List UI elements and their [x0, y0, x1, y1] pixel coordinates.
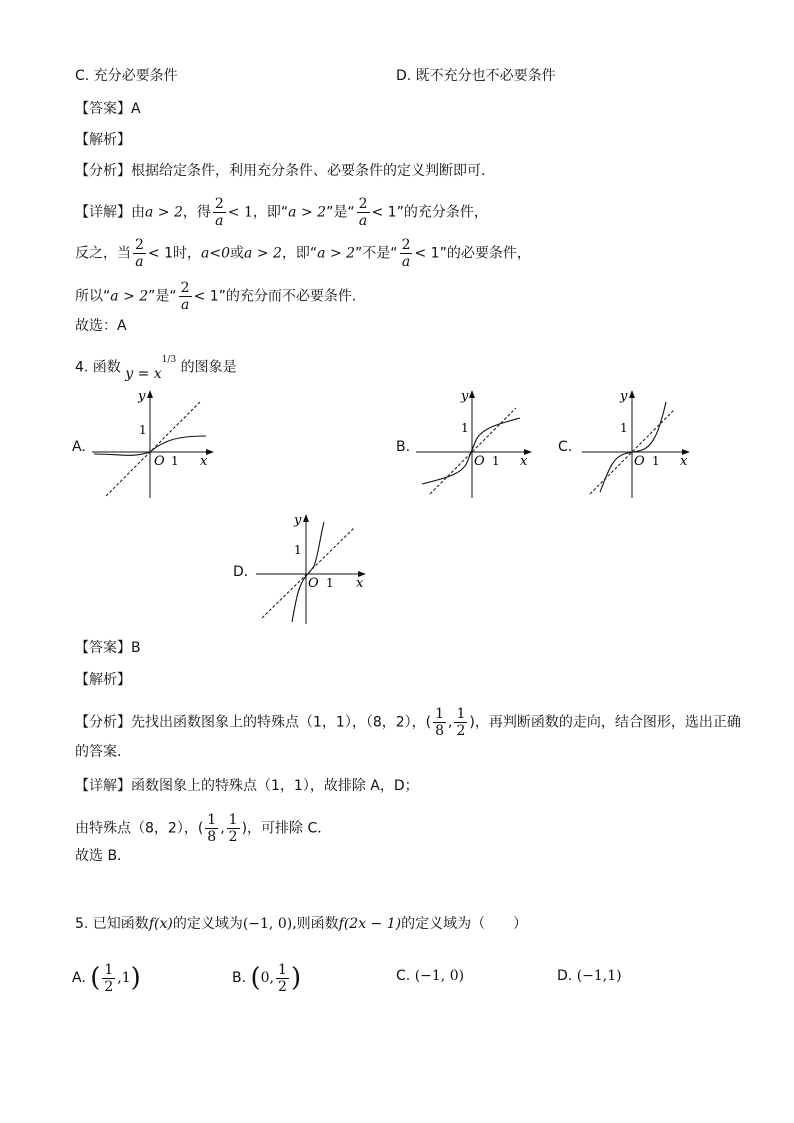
y-axis-arrow [469, 390, 475, 398]
answer-tag: 【答案】 [75, 101, 131, 117]
math: (−1, 0) [414, 968, 465, 984]
q4-answer-line [75, 638, 141, 658]
left-paren: ( [90, 963, 101, 993]
fenxi-line [75, 161, 485, 181]
fraction [400, 237, 413, 270]
text: ,则函数 [292, 916, 339, 932]
x-tick-1: 1 [492, 454, 500, 468]
y-axis-arrow [629, 390, 635, 398]
origin-label: O [308, 576, 319, 591]
option-label: D. [557, 968, 573, 984]
text: 反之，当 [75, 245, 131, 262]
text: 所以“ [75, 288, 111, 305]
denominator: a [180, 297, 190, 313]
function-curve [422, 418, 520, 484]
graph-b [416, 388, 534, 500]
q5-option-c [396, 966, 464, 986]
answer-value: A [131, 101, 141, 117]
graph-a [92, 388, 216, 500]
math: 0, [260, 970, 275, 986]
function-curve [600, 402, 666, 492]
q4-stem [75, 354, 237, 382]
text: 的定义域为（ ） [401, 916, 528, 932]
y-axis-arrow [303, 514, 309, 522]
fraction [133, 237, 146, 270]
text: ”是“ [148, 288, 177, 305]
text: ，即“ [281, 245, 318, 262]
text: 先找出函数图象上的特殊点（1，1），（8，2），( [131, 714, 432, 731]
fraction [357, 196, 370, 229]
math: < 1 [227, 204, 253, 221]
y-tick-1: 1 [139, 423, 147, 437]
xiangjie-line-2 [75, 237, 531, 270]
option-c: C. 充分必要条件 [75, 68, 178, 84]
math: a > 2 [288, 204, 327, 221]
numerator: 2 [358, 196, 368, 212]
numerator: 2 [180, 280, 190, 296]
denominator: a [401, 254, 411, 270]
numerator: 2 [401, 237, 411, 253]
q4-fenxi-cont: 的答案． [75, 744, 131, 760]
xiangjie-tag: 【详解】 [75, 778, 131, 794]
xiangjie-tag: 【详解】 [75, 204, 131, 221]
left-paren: ( [250, 963, 261, 993]
text: ”是“ [326, 204, 355, 221]
answer-line [75, 99, 141, 119]
xiangjie-line-1 [75, 196, 488, 229]
q4-conclusion: 故选 B． [75, 848, 132, 864]
denominator: a [135, 254, 144, 270]
fraction [276, 962, 289, 995]
numerator: 1 [456, 706, 466, 722]
fraction [227, 812, 240, 845]
y-axis-label: y [138, 389, 146, 404]
math: a > 2 [317, 245, 356, 262]
x-tick-1: 1 [652, 454, 660, 468]
denominator: 2 [456, 723, 466, 739]
numerator: 1 [435, 706, 445, 722]
text: ，即“ [252, 204, 289, 221]
answer-tag: 【答案】 [75, 640, 131, 656]
text: 由 [131, 204, 145, 221]
option-label: B. [232, 970, 247, 986]
fenxi-text: 根据给定条件，利用充分条件、必要条件的定义判断即可. [131, 163, 486, 179]
graph-label-c: C. [558, 439, 573, 455]
numerator: 1 [278, 961, 287, 978]
text: 的定义域为 [172, 916, 243, 932]
option-d: D. 既不充分也不必要条件 [396, 68, 556, 84]
origin-label: O [474, 454, 485, 469]
x-tick-1: 1 [171, 454, 179, 468]
y-axis-label: y [620, 389, 628, 404]
denominator: 8 [207, 829, 217, 845]
text: 或 [230, 245, 244, 262]
reference-line-y-eq-x [430, 408, 516, 494]
denominator: 2 [278, 978, 287, 995]
y-tick-1: 1 [461, 421, 469, 435]
math: f(x) [148, 916, 173, 932]
math: (−1, 0) [242, 916, 293, 932]
x-axis-label: x [680, 454, 688, 469]
y-axis-label: y [461, 389, 469, 404]
graph-label-d: D. [233, 564, 249, 580]
fenxi-tag: 【分析】 [75, 714, 131, 731]
denominator: a [358, 213, 368, 229]
fraction [454, 706, 467, 739]
fenxi-tag: 【分析】 [75, 163, 131, 179]
x-tick-1: 1 [326, 576, 334, 590]
q5-option-a [72, 958, 141, 998]
y-tick-1: 1 [620, 421, 628, 435]
text: < 1”的充分而不必要条件. [193, 288, 357, 305]
graph-d [256, 512, 370, 626]
function-curve [292, 522, 324, 622]
text: 由特殊点（8，2），( [75, 820, 204, 837]
fraction [205, 812, 218, 845]
numerator: 1 [104, 961, 114, 978]
text: 5. 已知函数 [75, 916, 149, 932]
math: a > 2 [110, 288, 149, 305]
math: a > 2 [244, 245, 282, 262]
fraction [102, 962, 115, 995]
numerator: 1 [207, 812, 217, 828]
graph-label-a: A. [72, 439, 86, 455]
q5-option-b [232, 958, 301, 998]
math: ,1 [117, 970, 131, 986]
origin-label: O [154, 454, 165, 469]
graph-label-b: B. [396, 439, 411, 455]
q4-fenxi-line: 【分析】先找出函数图象上的特殊点（1，1），（8，2），( $\frac{1}{8}$ , $\frac{1}{2}$ )，再判断函数的走向，结合图形，选出正确 [75, 706, 741, 739]
q4-xiangjie-line-2: 由特殊点（8，2），( $\frac{1}{8}$ , $\frac{1}{2}$ )，可排除 C． [75, 812, 332, 845]
text: ”不是“ [355, 245, 398, 262]
origin-label: O [634, 454, 645, 469]
xiangjie-line-3 [75, 280, 356, 313]
math: a > 2 [145, 204, 183, 221]
x-axis-label: x [520, 454, 528, 469]
right-paren: ) [130, 963, 141, 993]
numerator: 1 [228, 812, 238, 828]
fraction [179, 280, 192, 313]
math: y = x [125, 365, 162, 382]
text: ，得 [182, 204, 211, 221]
reference-line-y-eq-x [262, 528, 354, 618]
q5-stem [75, 914, 527, 934]
text: < 1”的必要条件， [414, 245, 531, 262]
exponent: 1/3 [161, 355, 177, 365]
answer-value: B [131, 640, 141, 656]
text: 4. 函数 [75, 359, 121, 376]
numerator: 2 [135, 237, 144, 253]
text: 的图象是 [180, 359, 237, 376]
analysis-tag: 【解析】 [75, 132, 131, 148]
option-label: A. [72, 970, 86, 986]
y-axis-label: y [294, 513, 302, 528]
q3-conclusion: 故选：A [75, 318, 127, 334]
x-axis-label: x [356, 576, 364, 591]
x-axis-label: x [200, 454, 208, 469]
denominator: 8 [435, 723, 445, 739]
numerator: 2 [214, 196, 224, 212]
math: a<0 [201, 245, 230, 262]
text: < 1”的充分条件， [371, 204, 488, 221]
math: f(2x − 1) [338, 916, 402, 932]
text: )，再判断函数的走向，结合图形，选出正确 [469, 714, 741, 731]
right-paren: ) [290, 963, 302, 993]
text: )，可排除 C． [241, 820, 332, 837]
text: 函数图象上的特殊点（1，1），故排除 A，D； [131, 778, 419, 794]
y-axis-arrow [147, 390, 153, 398]
y-tick-1: 1 [294, 543, 302, 557]
option-label: C. [396, 968, 411, 984]
graph-c [582, 388, 694, 500]
fraction [433, 706, 446, 739]
text: < 1时， [147, 245, 202, 262]
q5-option-d [557, 966, 622, 986]
denominator: a [215, 213, 224, 229]
q4-analysis-tag: 【解析】 [75, 672, 131, 688]
fraction [213, 196, 226, 229]
denominator: 2 [104, 978, 114, 995]
math: (−1,1) [576, 968, 622, 984]
q4-xiangjie-line-1 [75, 776, 419, 796]
denominator: 2 [228, 829, 238, 845]
